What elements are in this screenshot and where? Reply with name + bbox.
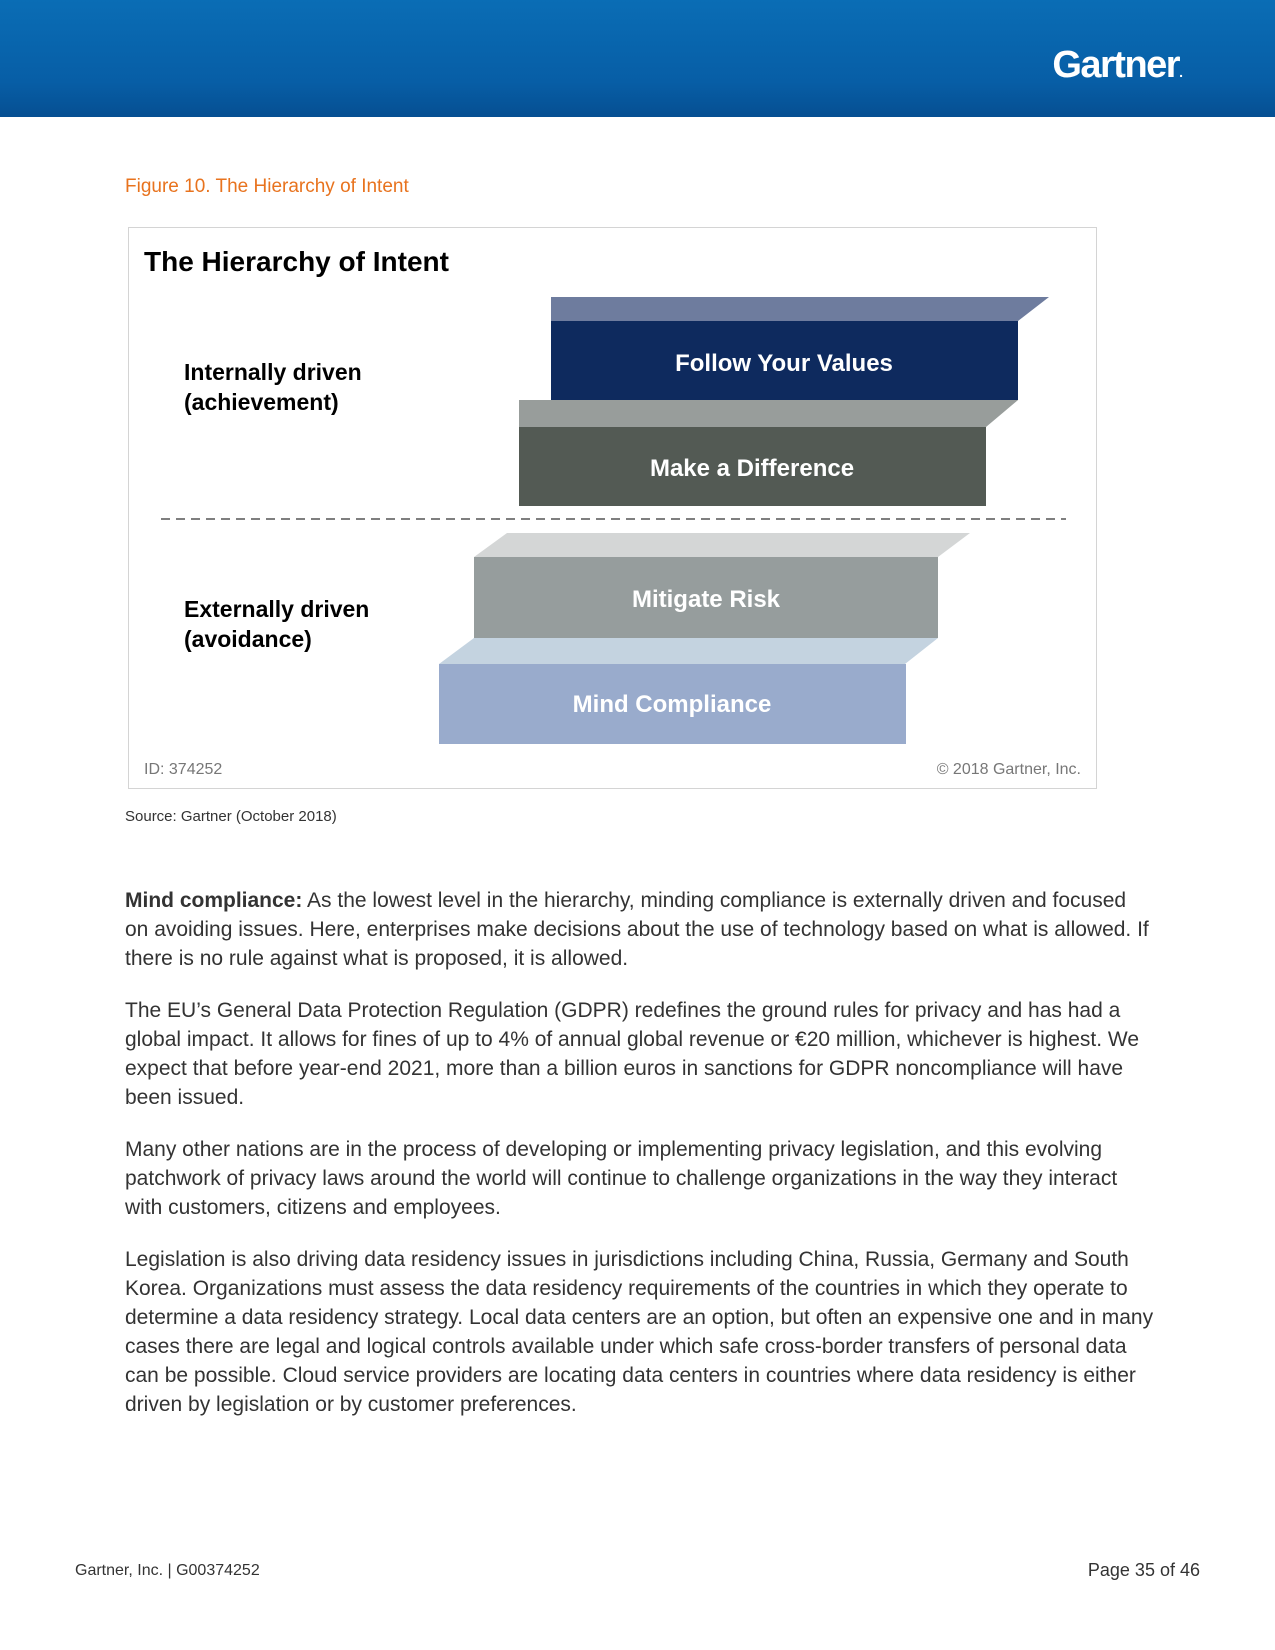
paragraph-privacy-legislation: Many other nations are in the process of developing or implementing privacy legislation, and this evolving patchwork of privacy laws around the world will continue to challenge organizations in the way they interact with customers, citizens and employees. <box>125 1138 1118 1219</box>
paragraph-1-text: As the lowest level in the hierarchy, minding compliance is externally driven and focused on avoiding issues. Here, enterprises make decisions about the use of technology based on what is allowed. If there is no rule against what is proposed, it is allowed. <box>125 889 1149 970</box>
step-mitigate-risk-top <box>474 533 970 557</box>
external-label-line1: Externally driven <box>184 596 370 622</box>
diagram-title: The Hierarchy of Intent <box>144 246 449 277</box>
external-label-line2: (avoidance) <box>184 626 312 652</box>
internal-label-line2: (achievement) <box>184 389 339 415</box>
step-make-a-difference-top <box>519 400 1018 427</box>
header-bar <box>0 0 1275 117</box>
step-follow-your-values-label: Follow Your Values <box>675 350 893 377</box>
paragraph-mind-compliance <box>125 886 1155 973</box>
footer-page-number: Page 35 of 46 <box>1087 1560 1200 1580</box>
body-text <box>125 886 1155 1442</box>
step-follow-your-values-top <box>551 297 1049 321</box>
figure-box <box>128 227 1097 789</box>
logo-dot: . <box>1179 64 1183 80</box>
figure-source: Source: Gartner (October 2018) <box>125 808 337 825</box>
step-make-a-difference-label: Make a Difference <box>649 455 855 482</box>
internal-label-line1: Internally driven <box>184 359 362 385</box>
figure-copyright: © 2018 Gartner, Inc. <box>936 761 1081 778</box>
step-mind-compliance-top <box>439 638 938 664</box>
paragraph-gdpr: The EU’s General Data Protection Regulation (GDPR) redefines the ground rules for privacy and has had a global impact. It allows for fines of up to 4% of annual global revenue or €20 million, whichever is highest. We expect that before year-end 2021, more than a billion euros in sanctions for GDPR noncompliance will have been issued. <box>125 999 1139 1109</box>
step-follow-your-values-top-left <box>519 297 551 321</box>
figure-id: ID: 374252 <box>144 761 223 778</box>
step-mind-compliance-label: Mind Compliance <box>572 691 772 718</box>
paragraph-data-residency: Legislation is also driving data residency issues in jurisdictions including China, Russia, Germany and South Korea. Organizations must assess the data residency requirements of the countries in which they operate to determine a data residency strategy. Local data centers are an option, but often an expensive one and in many cases there are legal and logical controls available under which safe cross-border transfers of personal data can be possible. Cloud service providers are locating data centers in countries where data residency is either driven by legislation or by customer preferences. <box>125 1248 1154 1416</box>
gartner-logo <box>1052 44 1183 87</box>
step-mitigate-risk-label: Mitigate Risk <box>631 586 781 613</box>
figure-caption: Figure 10. The Hierarchy of Intent <box>125 176 409 197</box>
footer-document-id: Gartner, Inc. | G00374252 <box>75 1562 260 1579</box>
logo-text: Gartner <box>1052 44 1180 86</box>
paragraph-lead-bold: Mind compliance: <box>125 889 303 912</box>
hierarchy-diagram <box>129 228 1098 790</box>
